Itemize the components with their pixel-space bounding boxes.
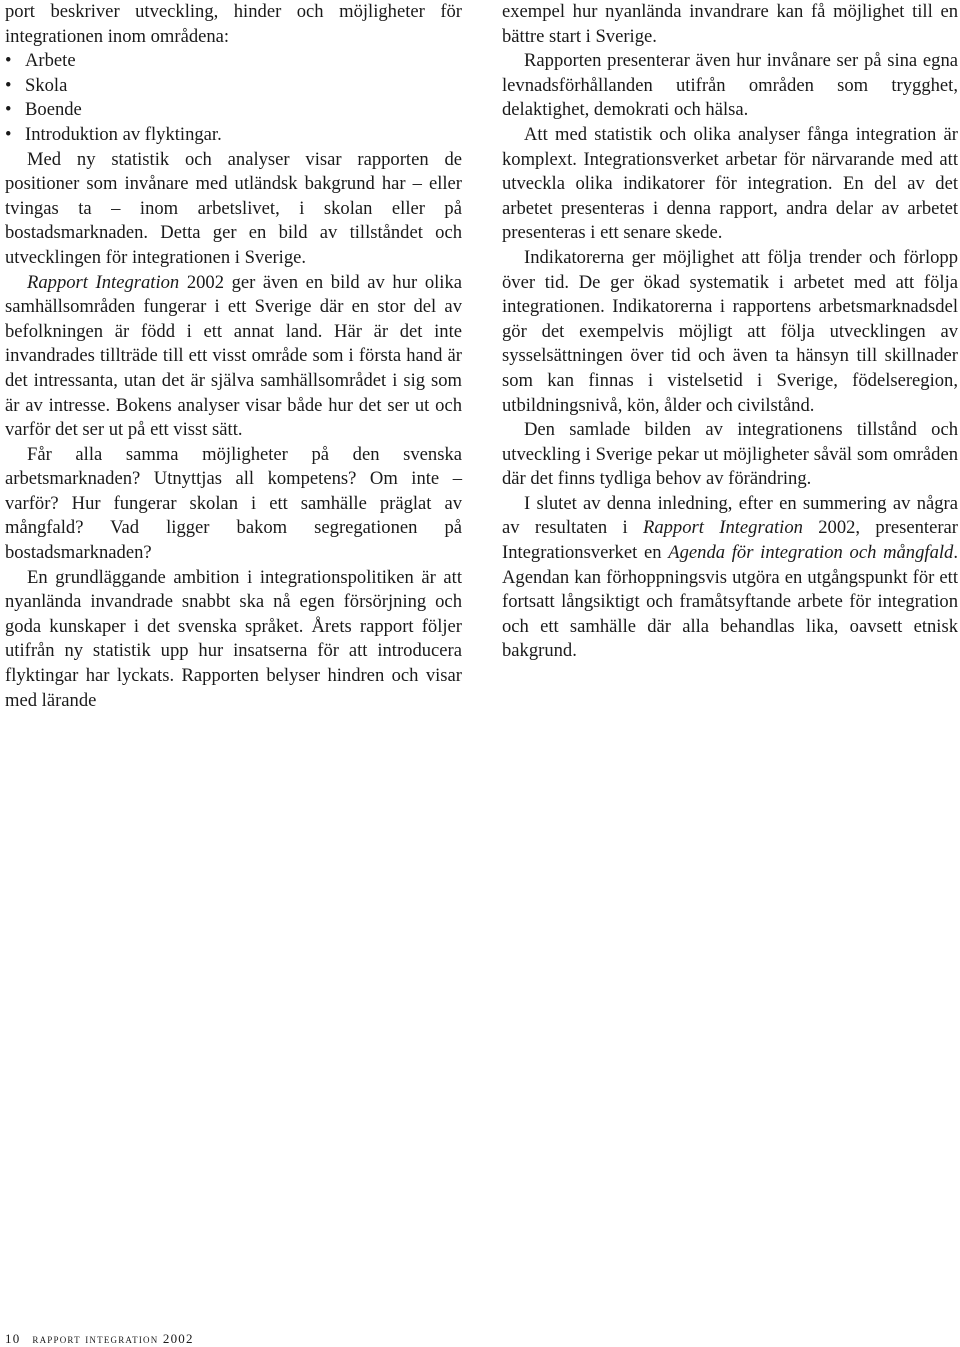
bullet-icon: • <box>5 123 12 145</box>
intro-paragraph: port beskriver utveckling, hinder och möjligheter för integrationen inom områdena: <box>5 1 462 47</box>
paragraph <box>502 492 958 664</box>
focus-areas-list <box>5 49 462 147</box>
paragraph: Får alla samma möjligheter på den svenska arbetsmarknaden? Utnyttjas all kompetens? Om inte – varför? Hur fungerar skolan i ett samhälle präglat av mångfald? Vad ligger bakom segregationen på bostadsmarknaden? <box>5 443 462 564</box>
paragraph-text: 2002 ger även en bild av hur olika samhällsområden fungerar i ett Sverige där en stor del av befolkningen är född i ett annat land. Här är det inte invandrades tillträde till ett visst område som i första hand är det intressanta, utan det är själva samhällsområdet i sig som är av intresse. Bokens analyser visar både hur det ser ut och varför det ser ut på ett visst sätt. <box>5 271 462 441</box>
paragraph: Att med statistik och olika analyser fånga integration är komplext. Integrationsverket arbetar för närvarande med att utveckla olika indikatorer för integration. En del av det arbetet presenteras i denna rapport, andra delar av arbetet presenteras i ett senare skede. <box>502 123 958 244</box>
paragraph-text: I slutet av denna inledning, efter en summering av några av resultaten i <box>502 492 958 539</box>
bullet-icon: • <box>5 50 12 72</box>
running-title: rapport integration 2002 <box>32 1331 194 1346</box>
report-title: Rapport Integration <box>642 517 803 539</box>
agenda-title: Agenda för integration och mångfald <box>668 542 954 564</box>
bullet-icon: • <box>5 74 12 96</box>
paragraph-text: . Agendan kan förhoppningsvis utgöra en utgångspunkt för ett fortsatt långsiktigt och framåtsyftande arbete för integration och ett samhälle där alla behandlas lika, oavsett etnisk bakgrund. <box>502 542 958 662</box>
list-item <box>5 74 462 99</box>
paragraph: En grundläggande ambition i integrationspolitiken är att nyanlända invandrade snabbt ska nå egen försörjning och goda kunskaper i det svenska språket. Årets rapport följer utifrån ny statistik upp hur insatserna för att introducera flyktingar har lyckats. Rapporten belyser hindren och visar med lärande <box>5 566 462 711</box>
paragraph: Den samlade bilden av integrationens tillstånd och utveckling i Sverige pekar ut möjligheter såväl som områden där det finns tydliga behov av förändring. <box>502 419 958 490</box>
report-title: Rapport Integration <box>27 271 180 293</box>
paragraph: Rapporten presenterar även hur invånare ser på sina egna levnadsförhållanden utifrån områden som trygghet, delaktighet, demokrati och hälsa. <box>502 50 958 121</box>
paragraph: exempel hur nyanlända invandrare kan få möjlighet till en bättre start i Sverige. <box>502 1 958 47</box>
list-item-label: Introduktion av flyktingar. <box>25 123 222 145</box>
list-item <box>5 98 462 123</box>
paragraph <box>5 271 462 443</box>
page-number: 10 <box>5 1331 21 1346</box>
paragraph: Indikatorerna ger möjlighet att följa trender och förlopp över tid. De ger ökad systematik i arbetet med att följa integrationen. Indikatorerna i rapportens arbetsmarknadsdel gör det exempelvis möjligt att följa utvecklingen av sysselsättningen över tid och även ta hänsyn till skillnader som kan finnas i vistelsetid i Sverige, födelseregion, utbildningsnivå, kön, ålder och civilstånd. <box>502 246 958 416</box>
bullet-icon: • <box>5 99 12 121</box>
list-item <box>5 123 462 148</box>
list-item-label: Arbete <box>25 50 76 72</box>
list-item <box>5 49 462 74</box>
left-column <box>5 0 462 713</box>
paragraph-text: 2002, presenterar Integrationsverket en <box>502 517 958 564</box>
paragraph: Med ny statistik och analyser visar rapporten de positioner som invånare med utländsk bakgrund har – eller tvingas ta – inom arbetslivet, i skolan eller på bostadsmarknaden. Detta ger en bild av tillståndet och utvecklingen för integrationen i Sverige. <box>5 148 462 268</box>
list-item-label: Boende <box>25 99 82 121</box>
list-item-label: Skola <box>25 74 68 96</box>
right-column <box>502 0 958 664</box>
